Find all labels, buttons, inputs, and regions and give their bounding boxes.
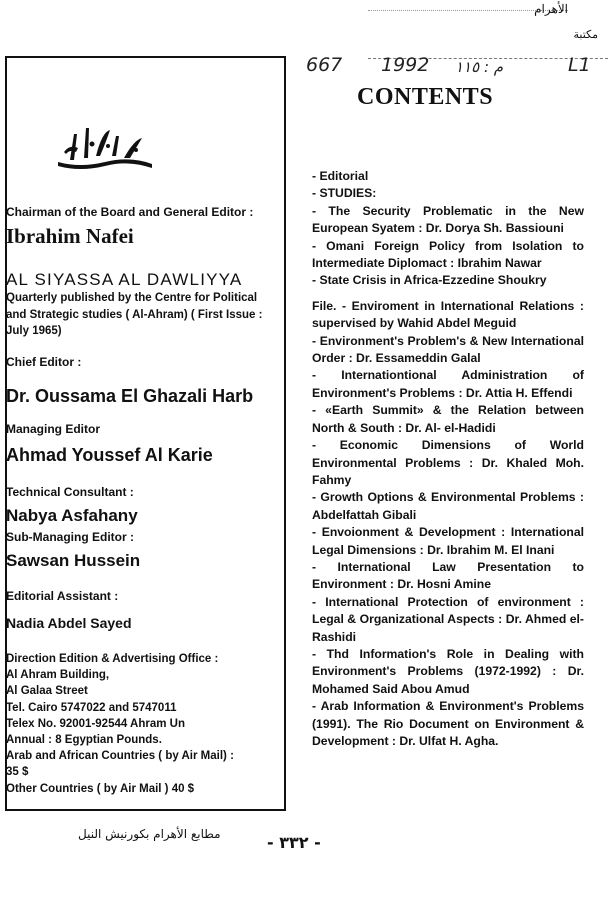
page-number: - ٣٣٢ - bbox=[267, 833, 321, 852]
handwritten-number-3: م : ١١٥ bbox=[455, 58, 504, 76]
managing-editor-name: Ahmad Youssef Al Karie bbox=[6, 445, 213, 465]
editorial-assistant-label: Editorial Assistant : bbox=[6, 589, 119, 603]
contents-entry: - STUDIES: bbox=[312, 186, 377, 201]
chairman-name: Ibrahim Nafei bbox=[6, 224, 134, 248]
contents-entry: - International Law Presentation to Environment : Dr. Hosni Amine bbox=[312, 559, 584, 592]
magazine-title: AL SIYASSA AL DAWLIYYA bbox=[6, 270, 243, 289]
contents-title: CONTENTS bbox=[357, 84, 494, 110]
office-line: Tel. Cairo 5747022 and 5747011 bbox=[6, 701, 177, 714]
contents-entry: - Thd Information's Role in Dealing with Environment's Problems (1972-1992) : Dr. Mohamed Said Abou Amud bbox=[312, 646, 584, 696]
library-stamp bbox=[368, 0, 608, 59]
office-line: Al Ahram Building, bbox=[6, 669, 110, 682]
chairman-label: Chairman of the Board and General Editor : bbox=[6, 205, 254, 219]
contents-entry: - State Crisis in Africa-Ezzedine Shoukry bbox=[312, 273, 547, 288]
contents-list bbox=[312, 168, 584, 750]
handwritten-number-1: 667 bbox=[306, 54, 343, 76]
stamp-text-1: الأهرام bbox=[534, 2, 568, 16]
office-line: Direction Edition & Advertising Office : bbox=[6, 653, 219, 665]
managing-editor-label: Managing Editor bbox=[6, 422, 100, 436]
chief-editor-label: Chief Editor : bbox=[6, 355, 82, 369]
sub-managing-editor-label: Sub-Managing Editor : bbox=[6, 530, 134, 544]
office-line: Other Countries ( by Air Mail ) 40 $ bbox=[6, 782, 195, 795]
contents-entry: - Economic Dimensions of World Environmental Problems : Dr. Khaled Moh. Fahmy bbox=[312, 438, 584, 487]
printer-credit: مطابع الأهرام بكورنيش النيل bbox=[78, 827, 221, 841]
technical-consultant-name: Nabya Asfahany bbox=[6, 506, 138, 525]
contents-entry: - The Security Problematic in the New European Syatem : Dr. Dorya Sh. Bassiouni bbox=[312, 203, 584, 236]
contents-entry: - «Earth Summit» & the Relation between North & South : Dr. Al- el-Hadidi bbox=[312, 403, 584, 435]
contents-entry: - Growth Options & Environmental Problems : Abdelfattah Gibali bbox=[312, 490, 584, 522]
contents-entry: File. - Enviroment in International Relations : supervised by Wahid Abdel Meguid bbox=[312, 298, 584, 331]
contents-entry: - Omani Foreign Policy from Isolation to Intermediate Diplomact : Ibrahim Nawar bbox=[312, 238, 584, 271]
technical-consultant-label: Technical Consultant : bbox=[6, 485, 134, 499]
handwritten-number-4: L1 bbox=[568, 54, 591, 76]
contents-entry: - Environment's Problem's & New International Order : Dr. Essameddin Galal bbox=[312, 333, 584, 366]
office-info bbox=[6, 651, 234, 797]
office-line: 35 $ bbox=[6, 766, 29, 779]
editorial-assistant-name: Nadia Abdel Sayed bbox=[6, 615, 132, 631]
chief-editor-name: Dr. Oussama El Ghazali Harb bbox=[6, 386, 254, 406]
contents-entry: - Envoionment & Development : International Legal Dimensions : Dr. Ibrahim M. El Inani bbox=[312, 525, 584, 557]
stamp-text-2: مكتبة bbox=[573, 29, 598, 41]
handwritten-number-2: 1992 bbox=[381, 54, 430, 76]
office-line: Annual : 8 Egyptian Pounds. bbox=[6, 734, 162, 747]
office-line: Telex No. 92001-92544 Ahram Un bbox=[6, 717, 185, 730]
al-ahram-logo-icon bbox=[50, 122, 160, 174]
contents-entry: - International Protection of environment : Legal & Organizational Aspects : Dr. Ahmed el-Rashidi bbox=[312, 594, 584, 644]
sub-managing-editor-name: Sawsan Hussein bbox=[6, 551, 141, 570]
contents-entry: - Editorial bbox=[312, 169, 369, 183]
magazine-description: Quarterly published by the Centre for Political and Strategic studies ( Al-Ahram) ( First Issue : July 1965) bbox=[6, 292, 263, 337]
contents-entry: - Internationtional Administration of Environment's Problems : Dr. Attia H. Effendi bbox=[312, 368, 584, 400]
office-line: Al Galaa Street bbox=[6, 685, 88, 698]
contents-entry: - Arab Information & Environment's Problems (1991). The Rio Document on Environment & Development : Dr. Ulfat H. Agha. bbox=[312, 699, 584, 748]
office-line: Arab and African Countries ( by Air Mail) : bbox=[6, 750, 234, 763]
